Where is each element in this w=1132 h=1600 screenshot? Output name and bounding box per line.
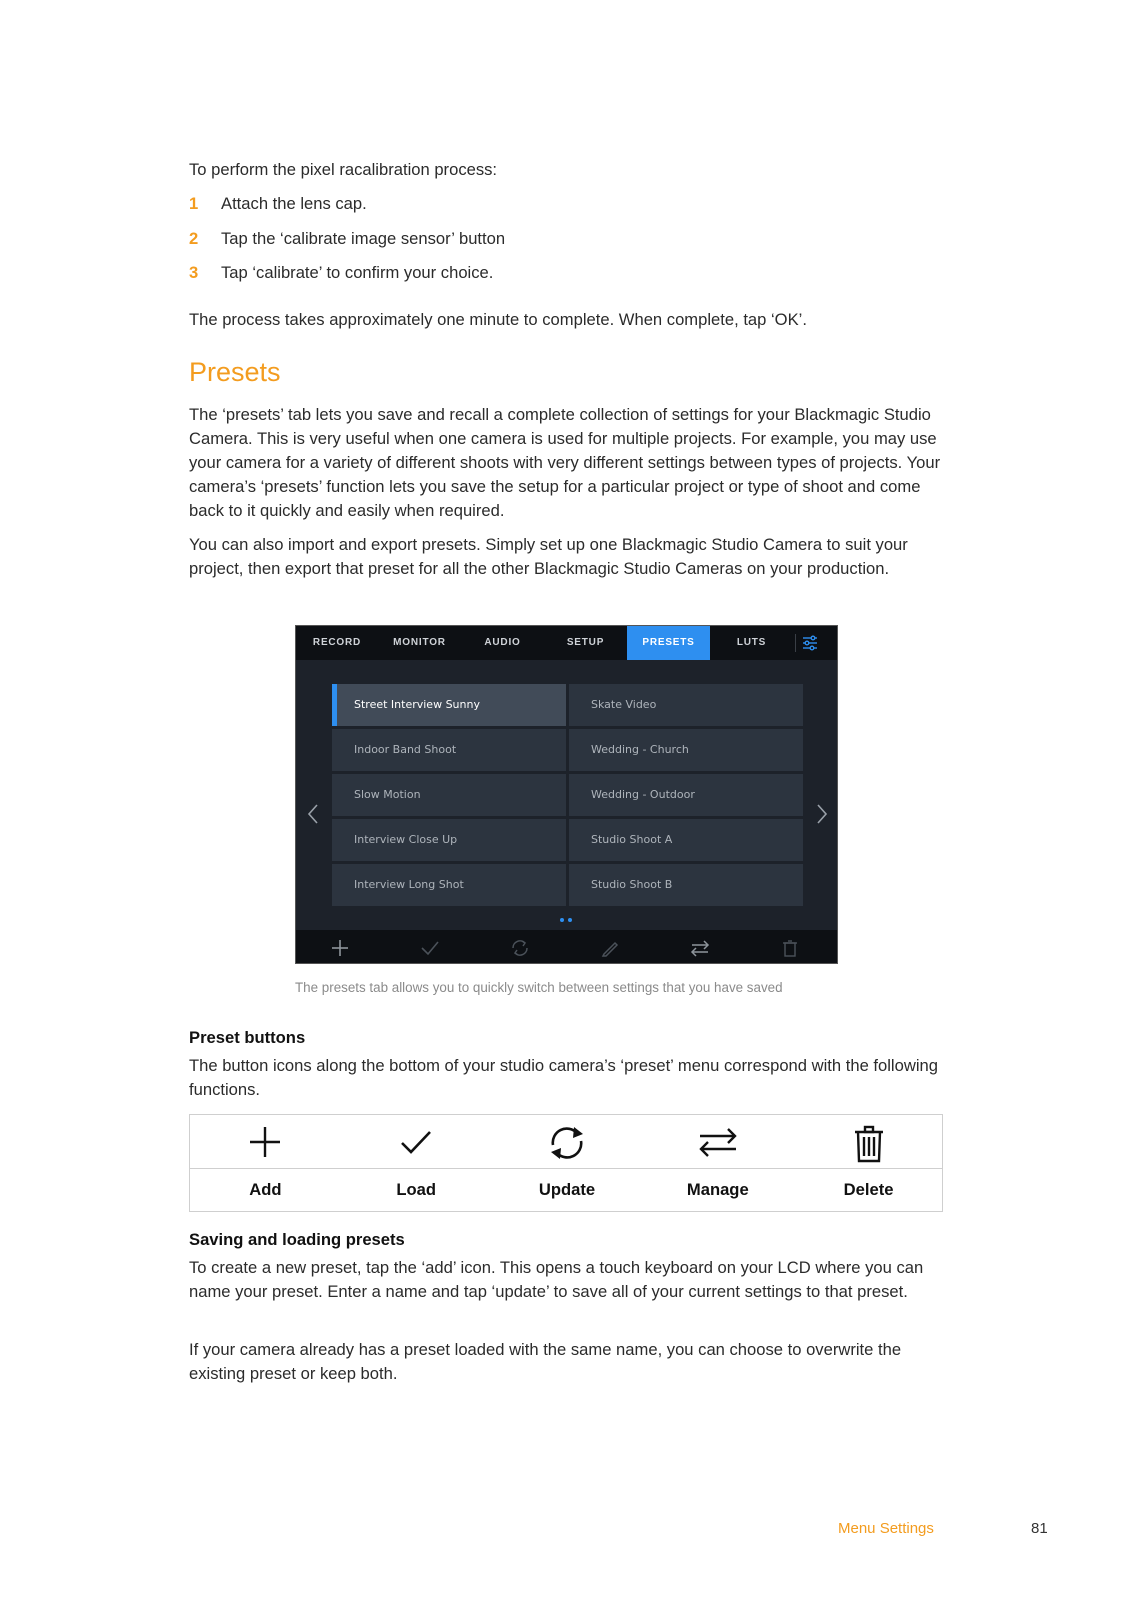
tab-presets[interactable]: PRESETS <box>627 626 710 660</box>
preset-button-update <box>492 1115 643 1211</box>
refresh-icon[interactable] <box>510 938 530 958</box>
section-title: Presets <box>189 357 281 387</box>
preset-button-load <box>341 1115 492 1211</box>
saving-heading: Saving and loading presets <box>189 1230 405 1249</box>
swap-arrows-icon[interactable] <box>690 938 710 958</box>
preset-item[interactable] <box>569 864 803 906</box>
preset-button-label: Load <box>396 1180 437 1199</box>
check-icon <box>399 1125 433 1159</box>
preset-button-delete <box>793 1115 944 1211</box>
preset-label: Slow Motion <box>354 788 421 801</box>
tab-divider <box>795 634 796 652</box>
check-icon[interactable] <box>420 938 440 958</box>
preset-button-label: Update <box>538 1180 596 1199</box>
swap-arrows-icon <box>698 1125 738 1159</box>
saving-paragraph-2: If your camera already has a preset loaded with the same name, you can choose to overwrite the existing preset or keep both. <box>189 1340 902 1383</box>
pencil-icon[interactable] <box>600 938 620 958</box>
step-text: Attach the lens cap. <box>221 194 367 213</box>
trash-icon[interactable] <box>780 938 800 958</box>
preset-label: Interview Close Up <box>354 833 458 846</box>
preset-buttons-intro: The button icons along the bottom of your studio camera’s ‘preset’ menu correspond with the following functions. <box>189 1056 938 1099</box>
page-dot[interactable] <box>568 918 572 922</box>
tab-audio[interactable]: AUDIO <box>484 637 521 648</box>
preset-item[interactable] <box>332 819 566 861</box>
refresh-icon <box>548 1125 586 1161</box>
preset-label: Wedding - Church <box>591 743 689 756</box>
preset-button-label: Delete <box>843 1180 894 1199</box>
intro-text: To perform the pixel racalibration process: <box>189 160 498 179</box>
preset-item[interactable] <box>569 819 803 861</box>
footer-section-name: Menu Settings <box>838 1520 934 1537</box>
preset-button-manage <box>642 1115 793 1211</box>
preset-button-label: Add <box>249 1180 282 1199</box>
preset-toolbar <box>296 930 837 964</box>
preset-item[interactable] <box>569 729 803 771</box>
step-text: Tap ‘calibrate’ to confirm your choice. <box>221 263 494 282</box>
step-number: 3 <box>189 263 199 282</box>
preset-item[interactable] <box>569 684 803 726</box>
presets-paragraph-1: The ‘presets’ tab lets you save and recall a complete collection of settings for your Blackmagic Studio Camera. This is very useful when one camera is used for multiple projects. For example, you may use your camera for a variety of different shoots with very different settings between types of projects. Your camera’s ‘presets’ function lets you save the setup for a particular project or type of shoot and come back to it quickly and easily when required. <box>189 405 941 520</box>
preset-label: Interview Long Shot <box>354 878 464 891</box>
preset-label: Street Interview Sunny <box>354 698 480 711</box>
preset-item[interactable] <box>332 729 566 771</box>
page-dot[interactable] <box>560 918 564 922</box>
preset-label: Studio Shoot B <box>591 878 673 891</box>
preset-button-label: Manage <box>686 1180 749 1199</box>
plus-icon[interactable] <box>330 938 350 958</box>
preset-label: Indoor Band Shoot <box>354 743 457 756</box>
step-number: 1 <box>189 194 199 213</box>
tab-record[interactable]: RECORD <box>312 637 362 648</box>
preset-item[interactable] <box>332 684 566 726</box>
plus-icon <box>248 1125 282 1159</box>
step-number: 2 <box>189 229 199 248</box>
presets-paragraph-2: You can also import and export presets. Simply set up one Blackmagic Studio Camera to suit your project, then export that preset for all the other Blackmagic Studio Cameras on your production. <box>189 535 908 578</box>
preset-label: Wedding - Outdoor <box>591 788 695 801</box>
process-note: The process takes approximately one minute to complete. When complete, tap ‘OK’. <box>189 310 807 329</box>
saving-paragraph-1: To create a new preset, tap the ‘add’ icon. This opens a touch keyboard on your LCD where you can name your preset. Enter a name and tap ‘update’ to save all of your current settings to that preset. <box>189 1258 924 1301</box>
step-text: Tap the ‘calibrate image sensor’ button <box>221 229 506 248</box>
preset-item[interactable] <box>332 864 566 906</box>
chevron-right-icon[interactable] <box>815 803 829 825</box>
trash-icon <box>853 1125 885 1163</box>
page-number: 81 <box>1031 1520 1048 1537</box>
preset-button-add <box>190 1115 341 1211</box>
chevron-left-icon[interactable] <box>306 803 320 825</box>
figure-caption: The presets tab allows you to quickly switch between settings that you have saved <box>295 980 783 995</box>
preset-buttons-table <box>189 1114 943 1212</box>
menu-tab-bar <box>296 626 837 660</box>
preset-label: Skate Video <box>591 698 657 711</box>
settings-sliders-icon[interactable] <box>802 635 818 651</box>
preset-item[interactable] <box>569 774 803 816</box>
tab-setup[interactable]: SETUP <box>566 637 605 648</box>
tab-luts[interactable]: LUTS <box>736 637 767 648</box>
preset-buttons-heading: Preset buttons <box>189 1028 306 1047</box>
preset-label: Studio Shoot A <box>591 833 673 846</box>
camera-screen-figure <box>295 625 838 964</box>
tab-monitor[interactable]: MONITOR <box>393 637 446 648</box>
preset-item[interactable] <box>332 774 566 816</box>
